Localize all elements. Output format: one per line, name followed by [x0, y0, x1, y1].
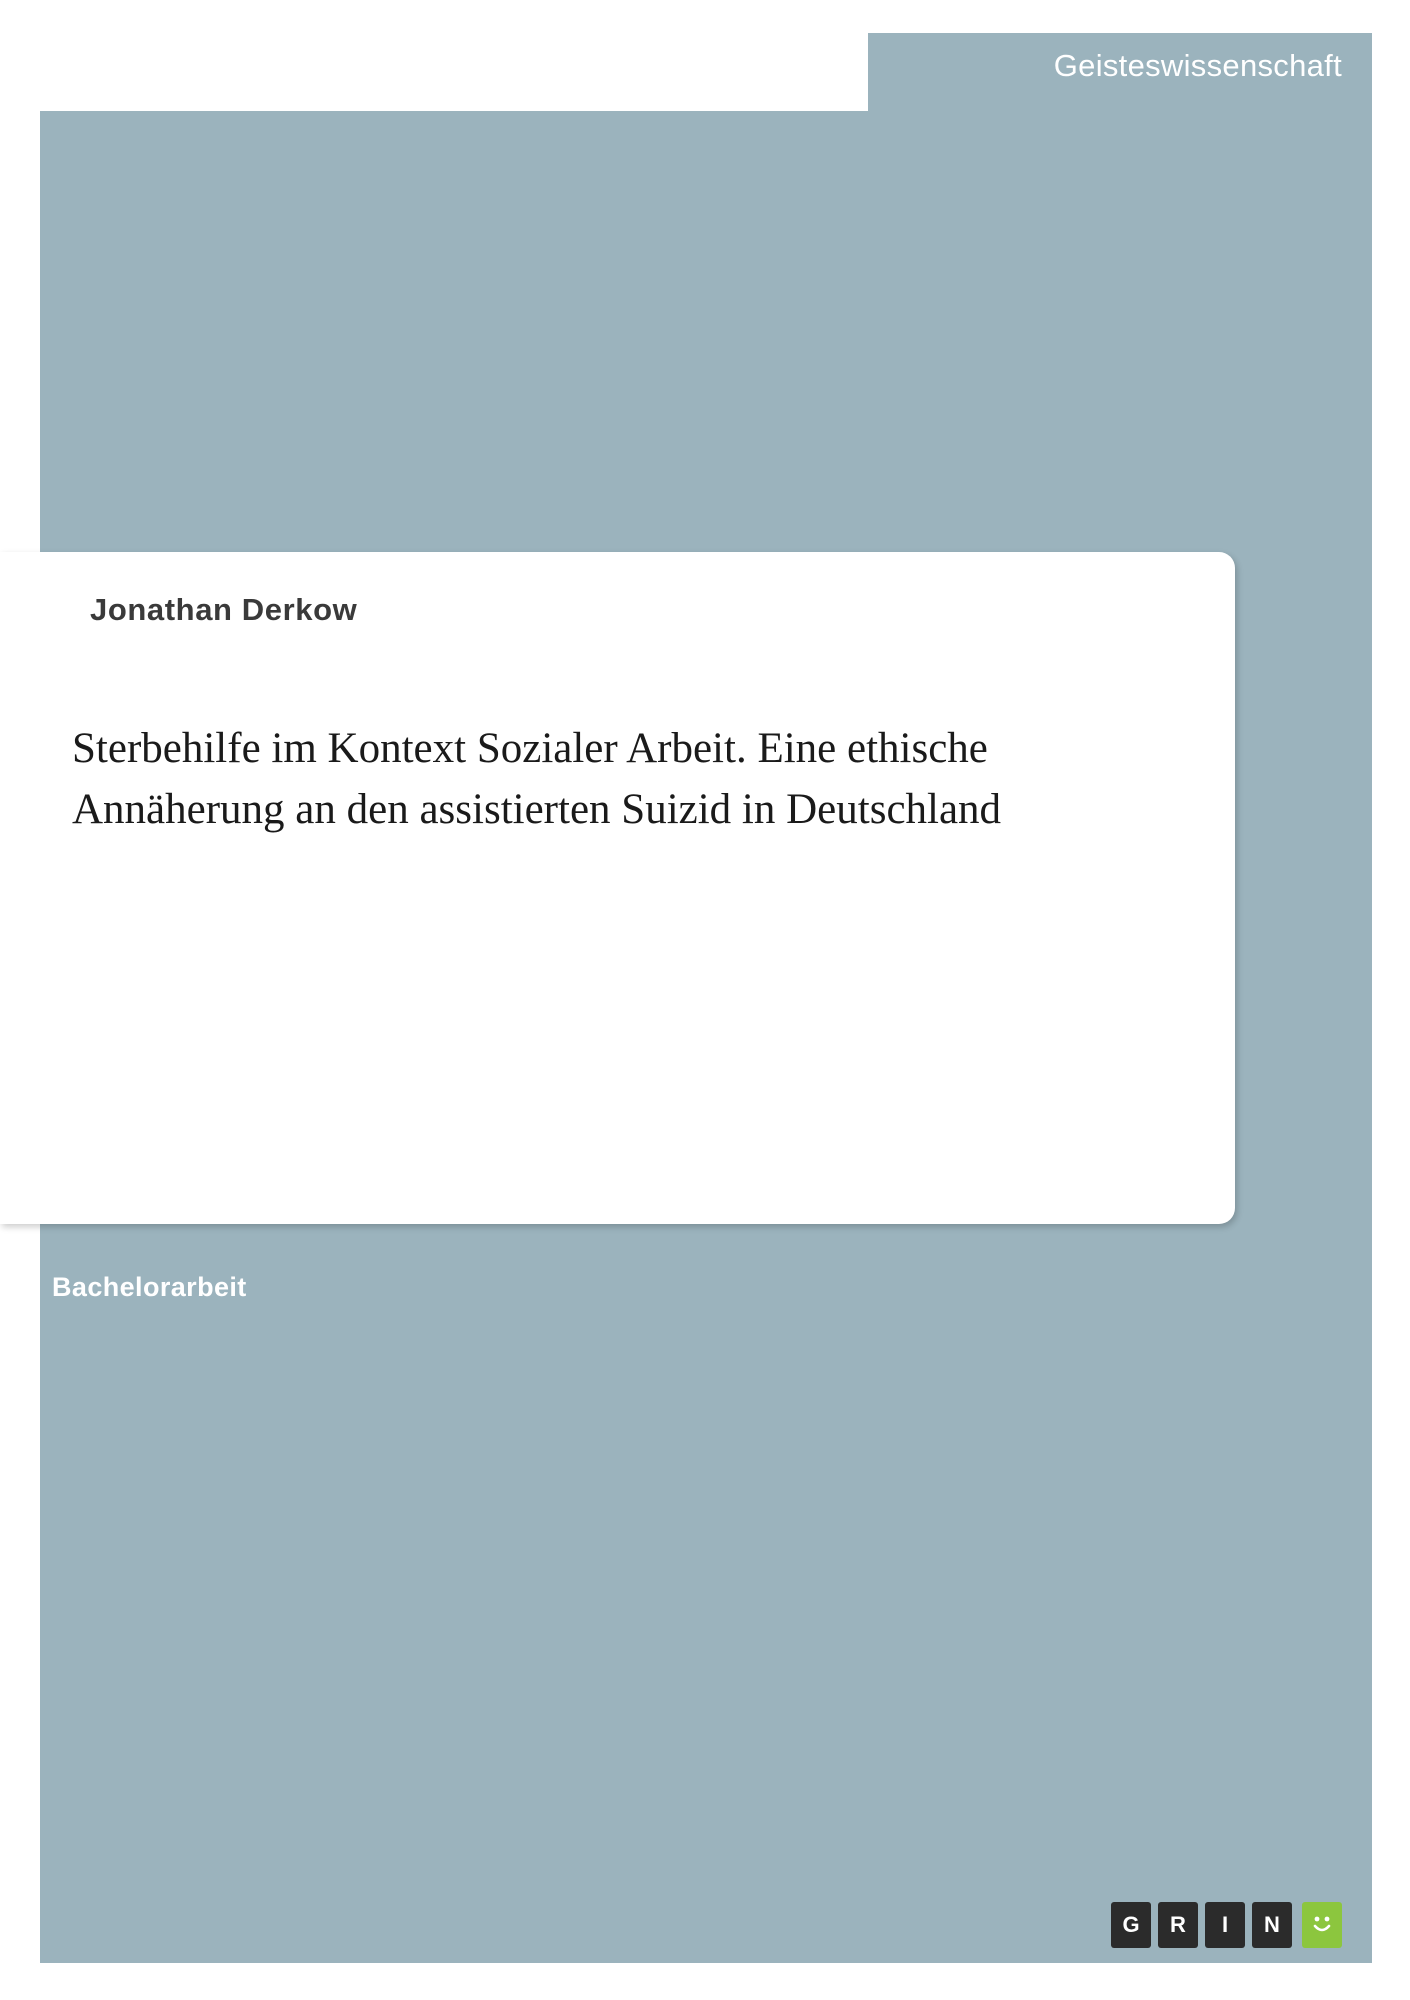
author-name: Jonathan Derkow: [90, 592, 358, 627]
category-label: Geisteswissenschaft: [1053, 48, 1342, 83]
document-type-label: Bachelorarbeit: [52, 1272, 247, 1302]
grin-publisher-logo: [1111, 1902, 1342, 1948]
logo-letter-i: I: [1205, 1902, 1245, 1948]
logo-letter-r: R: [1158, 1902, 1198, 1948]
title-card: [0, 552, 1235, 1224]
smiley-icon: [1302, 1902, 1342, 1948]
top-left-white-notch: [40, 33, 868, 111]
page-title: Sterbehilfe im Kontext Sozialer Arbeit. Eine ethische Annäherung an den assistierten Suizid in Deutschland: [72, 725, 1002, 834]
logo-letter-g: G: [1111, 1902, 1151, 1948]
logo-letter-n: N: [1252, 1902, 1292, 1948]
